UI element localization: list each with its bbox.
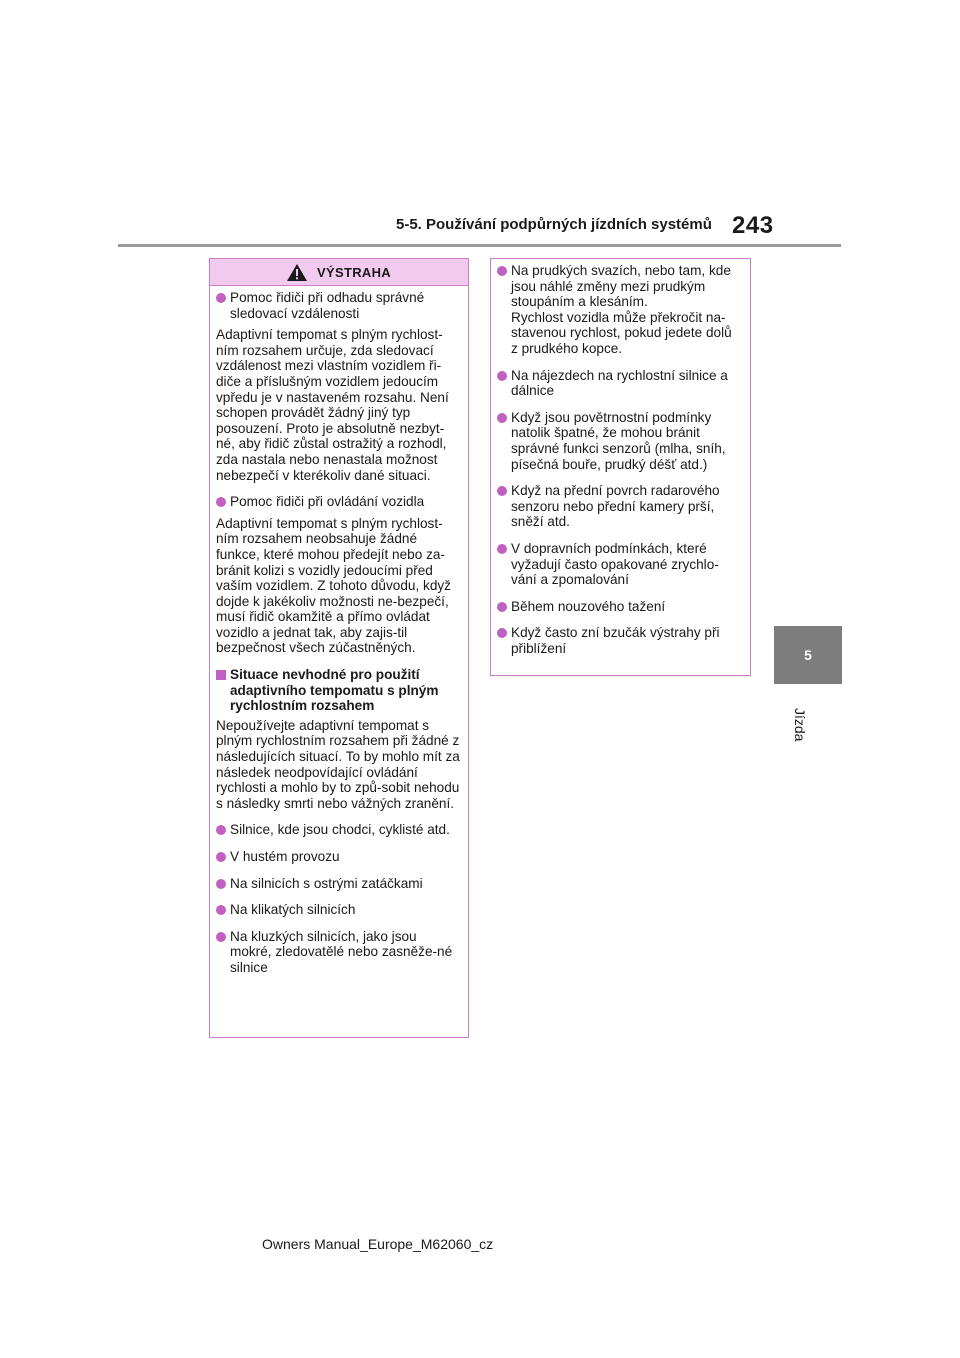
list-item: Když často zní bzučák výstrahy při přiblížení bbox=[497, 625, 742, 656]
list-item: Když na přední povrch radarového senzoru nebo přední kamery prší, sněží atd. bbox=[497, 483, 742, 530]
bullet-dot-icon bbox=[216, 905, 226, 915]
list-item: Silnice, kde jsou chodci, cyklisté atd. bbox=[216, 822, 460, 838]
paragraph: Adaptivní tempomat s plným rychlost-ním rozsahem určuje, zda sledovací vzdálenost mezi vlastním vozidlem ři-diče a příslušným vozidlem jedoucím vpředu je v nastaveném rozsahu. Není schopen provádět žádný jiný typ posouzení. Proto je absolutně nezbyt-né, aby řidič zůstal ostražitý a rozhodl, zda nastala nebo nenastala možnost nebezpečí v kterékoliv dané situaci. bbox=[216, 327, 449, 483]
warning-box-right bbox=[490, 258, 751, 676]
bullet-dot-icon bbox=[497, 371, 507, 381]
footer-text: Owners Manual_Europe_M62060_cz bbox=[262, 1236, 494, 1252]
list-item: V hustém provozu bbox=[216, 849, 460, 865]
warning-header bbox=[210, 259, 468, 286]
chapter-label: Jízda bbox=[792, 708, 808, 742]
bullet-dot-icon bbox=[216, 932, 226, 942]
list-item: Na silnicích s ostrými zatáčkami bbox=[216, 876, 460, 892]
paragraph: Adaptivní tempomat s plným rychlost-ním rozsahem neobsahuje žádné funkce, které mohou předejít nebo za-bránit kolizi s vozidly jedoucími před vaším vozidlem. Z tohoto důvodu, když dojde k jakékoliv možnosti ne-bezpečí, musí řidič okamžitě a přímo ovládat vozidlo a jednat tak, aby zajis-til bezpečnost všech zúčastněných. bbox=[216, 515, 451, 656]
bullet-dot-icon bbox=[216, 879, 226, 889]
bullet-dot-icon bbox=[216, 293, 226, 303]
list-item: Na prudkých svazích, nebo tam, kde jsou náhlé změny mezi prudkým stoupáním a klesáním. Rychlost vozidla může překročit na-stavenou rychlost, pokud jedete dolů z prudkého kopce. bbox=[497, 263, 742, 357]
list-item: Na klikatých silnicích bbox=[216, 902, 460, 918]
chapter-number: 5 bbox=[804, 647, 812, 663]
warning-triangle-icon bbox=[287, 264, 307, 281]
section-title: 5-5. Používání podpůrných jízdních systémů bbox=[396, 216, 712, 233]
bullet-dot-icon bbox=[497, 413, 507, 423]
subheading: Situace nevhodné pro použití adaptivního tempomatu s plným rychlostním rozsahem bbox=[216, 667, 460, 714]
list-item: Během nouzového tažení bbox=[497, 599, 742, 615]
bullet-dot-icon bbox=[216, 497, 226, 507]
list-item: Na nájezdech na rychlostní silnice a dálnice bbox=[497, 368, 742, 399]
bullet-dot-icon bbox=[216, 825, 226, 835]
warning-title: VÝSTRAHA bbox=[317, 264, 391, 280]
bullet-dot-icon bbox=[497, 602, 507, 612]
paragraph: Nepoužívejte adaptivní tempomat s plným rychlostním rozsahem při žádné z následujících situací. To by mohlo mít za následek neodpovídající ovládání rychlosti a mohlo by to způ-sobit nehodu s následky smrti nebo vážných zranění. bbox=[216, 717, 460, 811]
bullet-square-icon bbox=[216, 670, 226, 680]
list-item: V dopravních podmínkách, které vyžadují často opakované zrychlo-vání a zpomalování bbox=[497, 541, 742, 588]
chapter-tab bbox=[774, 626, 842, 684]
list-item: Pomoc řidiči při ovládání vozidla bbox=[216, 494, 460, 510]
bullet-dot-icon bbox=[216, 852, 226, 862]
header-divider bbox=[118, 244, 841, 247]
bullet-dot-icon bbox=[497, 266, 507, 276]
list-item: Na kluzkých silnicích, jako jsou mokré, zledovatělé nebo zasněže-né silnice bbox=[216, 929, 460, 976]
warning-box-left bbox=[209, 258, 469, 1038]
page-number: 243 bbox=[732, 212, 774, 239]
bullet-dot-icon bbox=[497, 486, 507, 496]
list-item: Když jsou povětrnostní podmínky natolik špatné, že mohou bránit správné funkci senzorů (mlha, sníh, písečná bouře, prudký déšť atd.) bbox=[497, 410, 742, 472]
bullet-dot-icon bbox=[497, 628, 507, 638]
bullet-dot-icon bbox=[497, 544, 507, 554]
list-item: Pomoc řidiči při odhadu správné sledovací vzdálenosti bbox=[216, 290, 460, 321]
